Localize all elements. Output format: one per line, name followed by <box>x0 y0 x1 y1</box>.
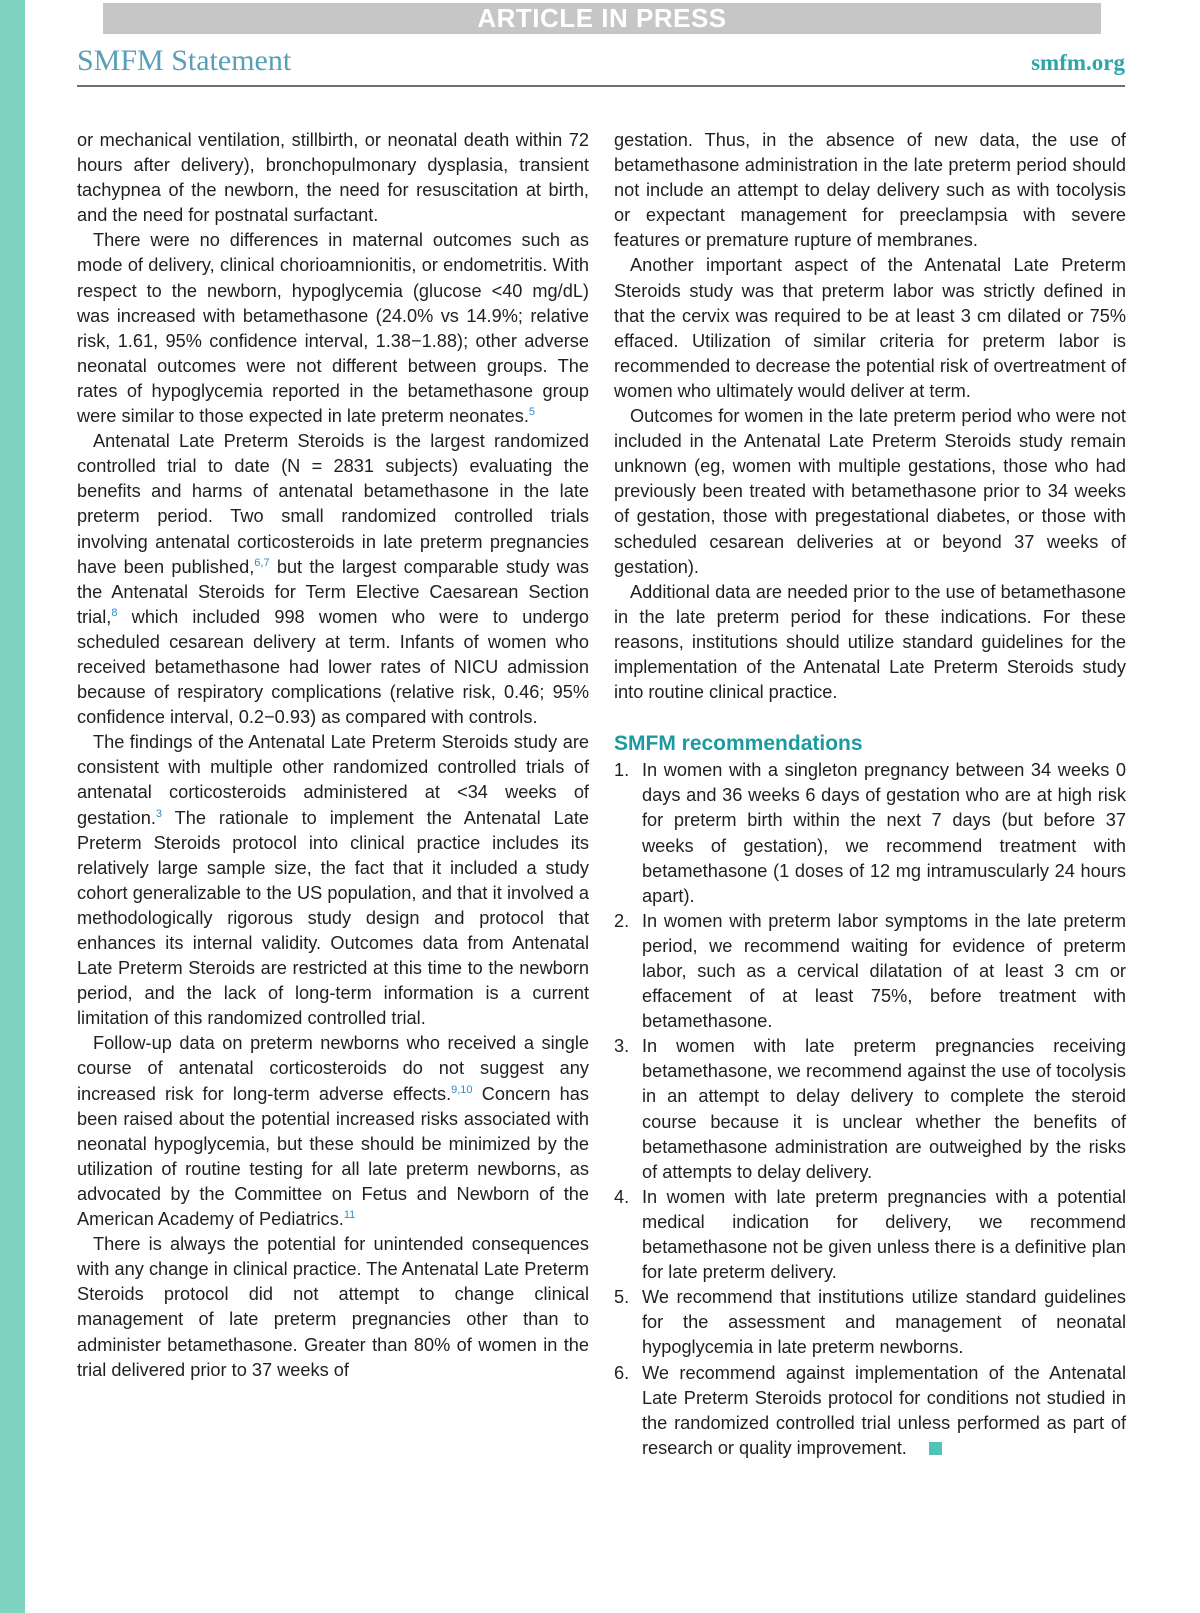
paragraph: Additional data are needed prior to the use of betamethasone in the late preterm period for these indications. For these reasons, institutions should utilize standard guidelines for the implementation of the Antenatal Late Preterm Steroids study into routine clinical practice. <box>614 581 1126 703</box>
item-text: In women with a singleton pregnancy between 34 weeks 0 days and 36 weeks 6 days of gestation who are at high risk for preterm birth within the next 7 days (but before 37 weeks of gestation), we recommend treatment with betamethasone (1 doses of 12 mg intramuscularly 24 hours apart). <box>642 760 1126 906</box>
paragraph: There were no differences in maternal outcomes such as mode of delivery, clinical chorioamnionitis, or endometritis. With respect to the newborn, hypoglycemia (glucose <40 mg/dL) was increased with betamethasone (24.0% vs 14.9%; relative risk, 1.61, 95% confidence interval, 1.38−1.88); other adverse neonatal outcomes were not different between groups. The rates of hypoglycemia reported in the betamethasone group were similar to those expected in late preterm neonates.$^5$ <box>77 230 589 427</box>
reference-link[interactable]: 9,10 <box>451 1083 473 1096</box>
section-heading: SMFM recommendations <box>614 732 863 756</box>
list-item <box>614 1285 1126 1360</box>
item-number: 3. <box>614 1036 630 1057</box>
list-item <box>614 1361 1126 1461</box>
paragraph: There is always the potential for unintended consequences with any change in clinical practice. The Antenatal Late Preterm Steroids protocol did not attempt to change clinical management of late preterm pregnancies other than to administer betamethasone. Greater than 80% of women in the trial delivered prior to 37 weeks of <box>77 1234 589 1380</box>
list-item <box>614 909 1126 1034</box>
item-text: In women with late preterm pregnancies with a potential medical indication for delivery, we recommend betamethasone not be given unless there is a definitive plan for late preterm delivery. <box>642 1186 1126 1283</box>
list-item <box>614 758 1126 909</box>
item-number: 6. <box>614 1362 630 1383</box>
end-of-article-mark <box>929 1442 942 1455</box>
list-item <box>614 1185 1126 1285</box>
item-text: In women with late preterm pregnancies receiving betamethasone, we recommend against the use of tocolysis in an attempt to delay delivery to complete the steroid course because it is unclear whether the benefits of betamethasone administration are outweighed by the risks of attempts to delay delivery. <box>642 1036 1126 1182</box>
reference-link[interactable]: 8 <box>111 606 118 619</box>
reference-link[interactable]: 5 <box>528 405 536 418</box>
journal-section-title: SMFM Statement <box>77 44 292 77</box>
reference-link[interactable]: 6,7 <box>254 556 270 569</box>
list-item <box>614 1034 1126 1185</box>
paragraph: Outcomes for women in the late preterm period who were not included in the Antenatal Late Preterm Steroids study remain unknown (eg, women with multiple gestations, those who had previously been treated with betamethasone prior to 34 weeks of gestation, those with pregestational diabetes, or those with scheduled cesarean deliveries at or beyond 37 weeks of gestation). <box>614 406 1126 577</box>
item-number: 5. <box>614 1287 630 1308</box>
paragraph: gestation. Thus, in the absence of new data, the use of betamethasone administration in the late preterm period should not include an attempt to delay delivery such as with tocolysis or expectant management for preeclampsia with severe features or premature rupture of membranes. <box>614 130 1126 251</box>
item-number: 4. <box>614 1186 630 1207</box>
left-accent-bar <box>0 0 25 1613</box>
paragraph: Antenatal Late Preterm Steroids is the largest randomized controlled trial to date (N = 2831 subjects) evaluating the benefits and harms of antenatal betamethasone in the late preterm period. Two small randomized controlled trials involving antenatal corticosteroids in late preterm pregnancies have been published,$^{6,7}$ but the largest comparable study was the Antenatal Steroids for Term Elective Caesarean Section trial,$^8$ which included 998 women who were to undergo scheduled cesarean delivery at term. Infants of women who received betamethasone had lower rates of NICU admission because of respiratory complications (relative risk, 0.46; 95% confidence interval, 0.2−0.93) as compared with controls. <box>77 431 589 728</box>
paragraph: Another important aspect of the Antenatal Late Preterm Steroids study was that preterm labor was strictly defined in that the cervix was required to be at least 3 cm dilated or 75% effaced. Utilization of similar criteria for preterm labor is recommended to decrease the potential risk of overtreatment of women who ultimately would deliver at term. <box>614 255 1126 401</box>
item-number: 2. <box>614 910 630 931</box>
paragraph: The findings of the Antenatal Late Preterm Steroids study are consistent with multiple other randomized controlled trials of antenatal corticosteroids administered at <34 weeks of gestation.$^3$ The rationale to implement the Antenatal Late Preterm Steroids protocol into clinical practice includes its relatively large sample size, the fact that it included a study cohort generalizable to the US population, and that it involved a methodologically rigorous study design and protocol that enhances its internal validity. Outcomes data from Antenatal Late Preterm Steroids are restricted at this time to the newborn period, and the lack of long-term information is a current limitation of this randomized controlled trial. <box>77 732 589 1029</box>
item-text: We recommend that institutions utilize standard guidelines for the assessment and management of neonatal hypoglycemia in late preterm newborns. <box>642 1287 1126 1358</box>
item-text: In women with preterm labor symptoms in the late preterm period, we recommend waiting for evidence of preterm labor, such as a cervical dilatation of at least 3 cm or effacement of at least 75%, before treatment with betamethasone. <box>642 910 1126 1032</box>
article-in-press-banner: ARTICLE IN PRESS <box>103 3 1101 34</box>
left-column <box>77 128 589 1383</box>
reference-link[interactable]: 3 <box>155 807 162 820</box>
recommendations-list <box>614 758 1126 1461</box>
header-divider <box>77 85 1125 87</box>
reference-link[interactable]: 11 <box>343 1208 356 1221</box>
paragraph: or mechanical ventilation, stillbirth, or neonatal death within 72 hours after delivery), bronchopulmonary dysplasia, transient tachypnea of the newborn, the need for resuscitation at birth, and the need for postnatal surfactant. <box>77 130 589 226</box>
item-text: We recommend against implementation of the Antenatal Late Preterm Steroids protocol for conditions not studied in the randomized controlled trial unless performed as part of research or quality improvement. <box>642 1362 1126 1458</box>
item-number: 1. <box>614 760 630 781</box>
right-column <box>614 128 1126 1461</box>
site-link[interactable]: smfm.org <box>1031 50 1125 75</box>
paragraph: Follow-up data on preterm newborns who received a single course of antenatal corticosteroids do not suggest any increased risk for long-term adverse effects.$^{9,10}$ Concern has been raised about the potential increased risks associated with neonatal hypoglycemia, but these should be minimized by the utilization of routine testing for all late preterm newborns, as advocated by the Committee on Fetus and Newborn of the American Academy of Pediatrics.$^{11}$ <box>77 1033 589 1230</box>
